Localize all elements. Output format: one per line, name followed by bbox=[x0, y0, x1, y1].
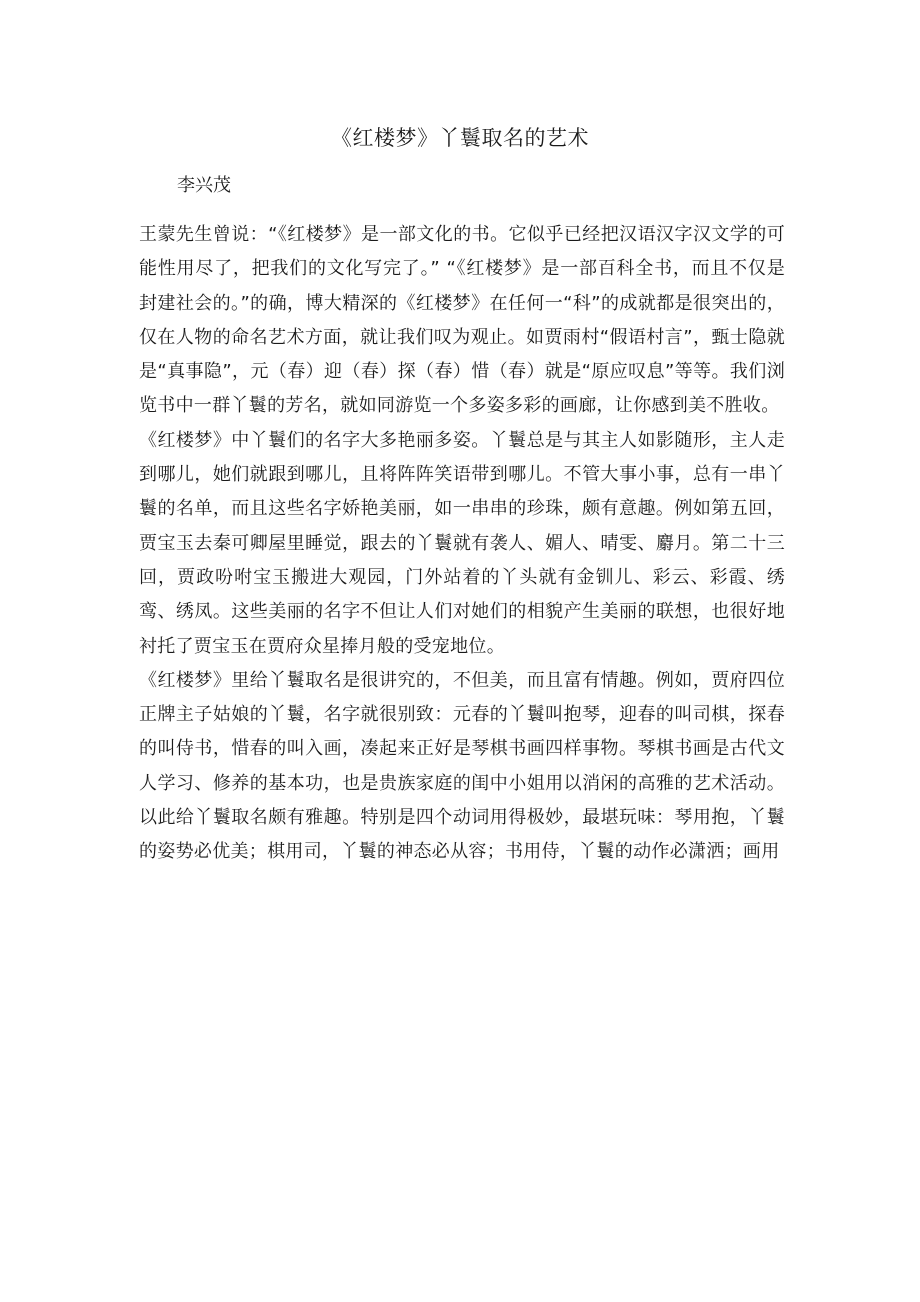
document-title: 《红楼梦》丫鬟取名的艺术 bbox=[331, 126, 589, 150]
paragraph-2: 《红楼梦》中丫鬟们的名字大多艳丽多姿。丫鬟总是与其主人如影随形，主人走到哪儿，她们就跟到哪儿，且将阵阵笑语带到哪儿。不管大事小事，总有一串丫鬟的名单，而且这些名字娇艳美丽，如一串串的珍珠，颇有意趣。例如第五回，贾宝玉去秦可卿屋里睡觉，跟去的丫鬟就有袭人、媚人、晴雯、麝月。第二十三回，贾政吩咐宝玉搬进大观园，门外站着的丫头就有金钏儿、彩云、彩霞、绣鸾、绣凤。这些美丽的名字不但让人们对她们的相貌产生美丽的联想，也很好地衬托了贾宝玉在贾府众星捧月般的受宠地位。 bbox=[139, 429, 785, 657]
article-body bbox=[139, 218, 785, 870]
paragraph-3: 《红楼梦》里给丫鬟取名是很讲究的，不但美，而且富有情趣。例如，贾府四位正牌主子姑娘的丫鬟，名字就很别致：元春的丫鬟叫抱琴，迎春的叫司棋，探春的叫侍书，惜春的叫入画，凑起来正好是琴棋书画四样事物。琴棋书画是古代文人学习、修养的基本功，也是贵族家庭的闺中小姐用以消闲的高雅的艺术活动。以此给丫鬟取名颇有雅趣。特别是四个动词用得极妙，最堪玩味：琴用抱，丫鬟的姿势必优美；棋用司，丫鬟的神态必从容；书用侍，丫鬟的动作必潇洒；画用 bbox=[139, 669, 785, 863]
author-name: 李兴茂 bbox=[177, 175, 231, 196]
paragraph-1: 王蒙先生曾说：“《红楼梦》是一部文化的书。它似乎已经把汉语汉字汉文学的可能性用尽了，把我们的文化写完了。” “《红楼梦》是一部百科全书，而且不仅是封建社会的。”的确，博大精深的《红楼梦》在任何一“科”的成就都是很突出的，仅在人物的命名艺术方面，就让我们叹为观止。如贾雨村“假语村言”，甄士隐就是“真事隐”，元（春）迎（春）探（春）惜（春）就是“原应叹息”等等。我们浏览书中一群丫鬟的芳名，就如同游览一个多姿多彩的画廊，让你感到美不胜收。 bbox=[139, 224, 785, 417]
